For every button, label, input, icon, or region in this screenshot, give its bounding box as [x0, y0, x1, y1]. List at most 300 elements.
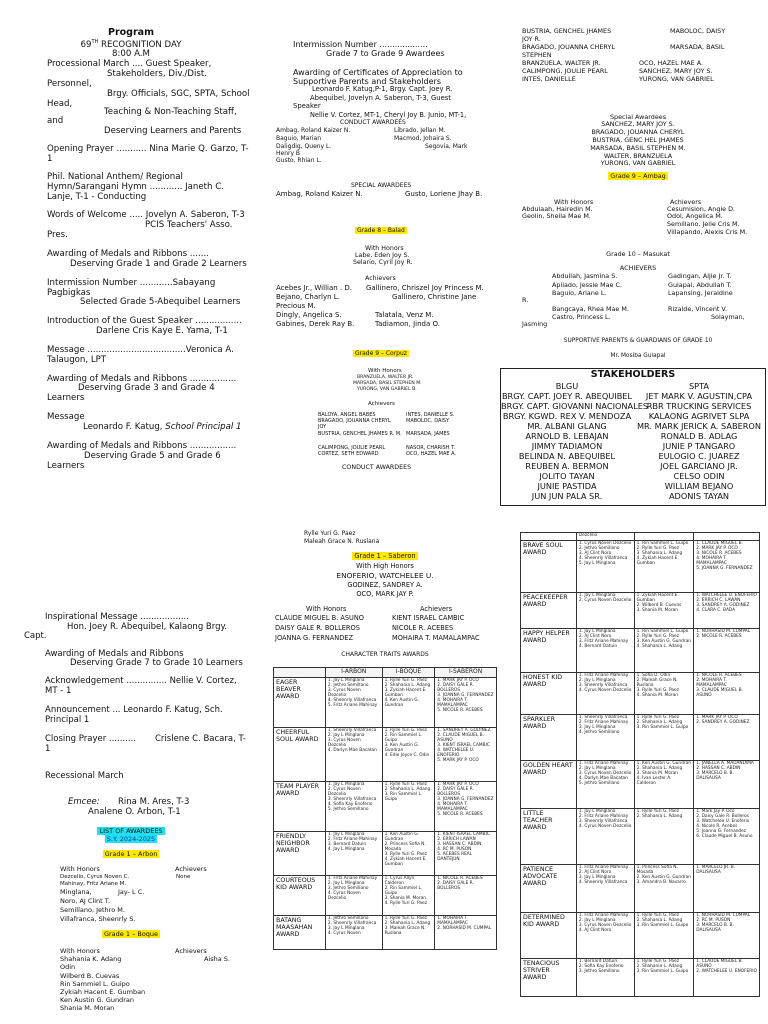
mt-line: Nellie V. Cortez, MT-1, Cheryl Joy B. Junio, MT-1,	[310, 111, 467, 119]
bl-line: Shahania K. Adang	[60, 955, 122, 963]
stakeholder-left: MR. ALBANI GLANG	[527, 421, 607, 431]
program-line: Teaching & Non-Teaching Staff,	[104, 107, 237, 117]
bl-line: Achievers	[175, 865, 207, 873]
table-cell: 1. MOHAIRA T. MAMALAMPAC 2. NORHASID M. CUMPAL	[435, 915, 497, 949]
mt-line: Achievers	[368, 401, 395, 407]
rt-line: Lapansing, Jeraldine	[668, 289, 733, 297]
program-line: Personnel,	[47, 79, 92, 89]
rt-line: Apilado, Jessie Mae C.	[552, 281, 623, 289]
mt-line: Ambag, Roland Kaizer N.	[276, 127, 351, 134]
mt-line: Henry B	[276, 150, 301, 157]
mt-line: Talatala, Venz M.	[375, 311, 434, 319]
stakeholder-right: KALAONG AGRIVET SLPA	[648, 411, 750, 421]
rt-line: MABOLOC, DAISY	[670, 27, 726, 35]
stakeholder-left: JUN JUN PALA SR.	[531, 491, 603, 501]
program-line: Learners	[47, 461, 85, 471]
bl-line: Shania M. Moran	[60, 1004, 115, 1012]
bm-line: MOHAIRA T. MAMALAMPAC	[392, 634, 480, 642]
rt-line: Cesumision, Angie D.	[667, 205, 736, 213]
table-cell: 1. Fritz Ariane Mahinay 2. AJ Clint Noro 3. Jay L Minglana 4. Sheenrly Villafranca	[576, 865, 634, 913]
table-header-row	[274, 668, 497, 678]
table-row	[521, 865, 760, 913]
stakeholder-left: BRGY. CAPT. JOEY R. ABEQUIBEL	[501, 391, 633, 401]
stakeholder-right: SPTA	[688, 381, 710, 391]
bm-line: Rylle Yuri G. Paez	[304, 530, 356, 537]
table-row	[521, 629, 760, 673]
mt-line: INTES, DANIELLE S.	[406, 412, 455, 418]
grade-8-balad-heading: Grade 8 – Balad	[357, 227, 405, 234]
table-cell: 1. Sheenrly Villafranca 2. Jay L Minglana 3. Cyrus Noven Dezcelio 4. Darlyn Mae Bacatan	[325, 727, 382, 781]
mt-line: Speaker	[293, 102, 321, 110]
award-name: TENACIOUS STRIVER AWARD	[521, 959, 577, 997]
mt-line: JOY	[318, 424, 327, 430]
mt-line: Achievers	[365, 275, 396, 282]
list-of-awardees-heading: LIST OF AWARDEES	[99, 827, 163, 835]
rt-line: With Honors	[554, 198, 594, 206]
table-cell	[694, 533, 760, 541]
rt-line: OCO, HAZEL MAE A.	[639, 59, 704, 67]
rt-heading: SUPPORTIVE PARENTS & GUARDIANS OF GRADE 10	[563, 338, 713, 344]
program-line: Leonardo F. Katug, School Principal 1	[83, 422, 242, 432]
award-name: SPARKLER AWARD	[521, 715, 577, 761]
rt-line: Baguio, Ariane L.	[552, 289, 607, 297]
rt-line: Abdullah, Jasmina S.	[552, 272, 618, 280]
program-line: and	[47, 116, 64, 126]
award-name: LITTLE TEACHER AWARD	[521, 809, 577, 865]
table-cell: 1. Jethro Semillano 2. Sheenrly Villafranca 3. Jay L Minglana 4. Cyrus Noven	[325, 915, 382, 949]
program-line: Awarding of Medals and Ribbons .......	[47, 249, 209, 259]
program-time: 8:00 A.M	[112, 49, 150, 59]
bl-line: With Honors	[60, 947, 100, 955]
stakeholder-left: BRGY. KGWD. REX V. MENDOZA	[502, 411, 632, 421]
mt-line: NASOR, CHARISH T.	[406, 445, 456, 451]
mt-line: MABOLOC, DAISY	[406, 418, 450, 424]
character-traits-heading: CHARACTER TRAITS AWARDS	[341, 651, 429, 658]
grade-1-arbon-heading: Grade 1 – Arbon	[104, 850, 158, 858]
program-line: Processional March .... Guest Speaker,	[47, 59, 212, 69]
table-cell: 1. Jay L Minglana 2. Cyrus Noven Dezcelio 3. Sheenrly Villafranca 4. Sofia Kay Enoferio 5. Jethro Semillano	[325, 781, 382, 831]
table-cell: Dezcelio	[576, 533, 634, 541]
rt-line: SANCHEZ, MARY JOY S.	[639, 67, 713, 75]
program-line: Phil. National Anthem/ Regional	[47, 172, 183, 182]
table-cell: 1. NICOLE R. ACEBES 2. MOHAIRA T. MAMALAMPAC 3. CLAUDE MIGUEL B. ASUNO	[694, 673, 760, 715]
program-line: Darlene Cris Kaye E. Yama, T-1	[96, 326, 228, 336]
table-cell: 1. Rylle Yuri G. Paez 2. Rin Sammiel L. Guipo 3. Ken Austin G. Gundran 4. Edie Joyce C. Odin	[382, 727, 435, 781]
mt-line: BALOYA, ANGEL BABES	[318, 412, 376, 418]
table-header: I-SABERON	[435, 668, 497, 678]
stakeholder-left: BRGY. CAPT. GIOVANNI NACIONALES	[501, 401, 649, 411]
bl-line: None	[176, 874, 191, 880]
table-cell: 1. Ken Austin G. Gundran 2. Princess Sofia N. Mosada 3. Rylle Yuri G. Paez 4. Zykiah Hacent E. Gumban	[382, 831, 435, 875]
table-cell: 1. KIENT ISRAEL CAMBIC 2. ERRICH LAWAN 3. HASSAN C. ABDIN 4. RC M. PUSON 5. ACEBES REAL DANTEJUN	[435, 831, 497, 875]
rt-line: INTES, DANIELLE	[522, 75, 576, 83]
emcee-label: Emcee:	[68, 797, 100, 807]
rt-line: YURONG, VAN GABRIEL	[600, 159, 676, 167]
stakeholder-right: RONALD B. ADLAG	[660, 431, 738, 441]
rt-line: BUSTRIA, GENCHEL JHAMES	[522, 27, 612, 35]
stakeholder-left: BLGU	[555, 381, 579, 391]
bl-line: Closing Prayer ..........	[45, 734, 136, 744]
rt-line: Castro, Princess L.	[552, 313, 611, 321]
table-row	[521, 761, 760, 809]
mt-heading: CONDUCT AWARDEES	[340, 119, 406, 126]
stakeholder-right: EULOGIO C. JUAREZ	[658, 451, 740, 461]
mt-line: Ambag, Roland Kaizer N.	[276, 190, 363, 198]
table-row	[274, 875, 497, 915]
table-cell: 1. Ken Austin G. Gundran 2. Shahania L. Adang 3. Shania M. Moran 4. Ivan Lester A. Calderon	[634, 761, 694, 809]
table-cell: 1. MARK JAY P. OCO 2. DAISY GALE R. BOLLEROS 3. JOANNA G. FERNANDEZ 4. MOHAIRA T. MAMALAMPAC 5. NICOLE R. ACEBES	[435, 677, 497, 727]
stakeholder-right: CELSO ODIN	[673, 471, 725, 481]
table-cell: 1. Jay L Minglana 2. Cyrus Noven Dezcelio	[576, 593, 634, 629]
table-row	[274, 677, 497, 727]
table-cell: 1. CLAUDE MIGUEL B. ASUNO 2. WATCHELEE U. ENOFERIO	[694, 959, 760, 997]
bl-line: 1	[45, 744, 51, 754]
rt-line: Bangcaya, Rhea Mae M.	[552, 305, 629, 313]
table-row	[521, 959, 760, 997]
program-line: Awarding of Medals and Ribbons .................	[47, 374, 237, 384]
table-cell: 1. Sofia D. Odin 2. Maleah Grace N. Ruslana 3. Rylle Yuri G. Paez 4. Shania M. Moran	[634, 673, 694, 715]
table-cell: 1. Fritz Ariane Mahinay 2. Jay L Minglana 3. Cyrus Noven Dezcelio 4. AJ Clint Noro	[576, 913, 634, 959]
table-row	[274, 915, 497, 949]
mt-line: Gusto, Loriene Jhay B.	[405, 190, 483, 198]
mt-line: Dingly, Angelica S.	[276, 311, 342, 319]
bm-line: Maleah Grace N. Ruslana	[304, 538, 380, 545]
table-cell: 1. Mark Jay P. Oco 2. Daisy Gale R. Bolleros 3. Watchelee U. Enoferio 4. Nicole R. Acebes 5. Joanna G. Fernandez 6. Claude Miguel B. Asuno	[694, 809, 760, 865]
mt-heading: CONDUCT AWARDEES	[342, 464, 412, 471]
rt-line: Rizalde, Vincent V.	[668, 305, 727, 313]
program-line: Lanje, T-1 - Conducting	[47, 192, 147, 202]
table-row	[521, 809, 760, 865]
bm-line: KIENT ISRAEL CAMBIC	[392, 614, 465, 622]
bl-line: Odin	[60, 963, 76, 971]
program-line: Awarding of Medals and Ribbons .................	[47, 441, 237, 451]
program-line: Selected Grade 5-Abequibel Learners	[80, 297, 241, 307]
rt-line: JOY R.	[522, 35, 541, 43]
recognition-day: 69TH RECOGNITION DAY	[80, 39, 182, 50]
stakeholder-left: BELINDA N. ABEQUIBEL	[518, 451, 616, 461]
program-line: PCIS Teachers' Asso.	[145, 220, 233, 230]
program-line: Deserving Learners and Parents	[104, 126, 242, 136]
program-line: Head,	[47, 99, 73, 109]
table-cell: 1. Fritz Ariane Mahinay 2. Jay L Minglana 3. Cyrus Noven Dezcelio 4. Darlyn Mae Bacatan 5. Jethro Semillano	[576, 761, 634, 809]
award-name: PEACEKEEPER AWARD	[521, 593, 577, 629]
stakeholder-right: JUNIE P TANGARO	[662, 441, 736, 451]
mt-line: Precious M.	[276, 302, 316, 310]
mt-line: CALIMPONG, JOULIE PEARL	[318, 445, 386, 451]
table-cell: 1. Rin Sammiel L. Guipo 2. Rylle Yuri G. Paez 3. Shahania L. Adang 4. Zykiah Hacent E. Gumban	[634, 541, 694, 593]
table-row	[274, 831, 497, 875]
stakeholder-left: ARNOLD B. LEBAJAN	[525, 431, 609, 441]
table-cell: 1. Fritz Ariane Mahinay 2. Jay L Minglana 3. Sheenrly Villafranca 4. Cyrus Noven Dezcelio	[576, 673, 634, 715]
stakeholder-left: JIMMY TADIAMON	[531, 441, 603, 451]
mt-line: Intermission Number ...................	[293, 40, 428, 49]
bl-line: Announcement ... Leonardo F. Katug, Sch.	[45, 705, 223, 715]
award-name: HAPPY HELPER AWARD	[521, 629, 577, 673]
rt-line: Odol, Angelica M.	[667, 212, 723, 220]
rt-line: STEPHEN	[522, 51, 552, 59]
program-line: Deserving Grade 3 and Grade 4	[78, 383, 215, 393]
bl-line: Noro, AJ Clint T.	[60, 897, 111, 905]
stakeholder-left: JOLITO TAYAN	[539, 471, 595, 481]
character-traits-table-2	[520, 532, 760, 997]
bm-line: GODINEZ, SANDREY A.	[347, 581, 423, 589]
bl-line: Aisha S.	[204, 955, 230, 963]
award-name: HONEST KID AWARD	[521, 673, 577, 715]
award-name: DETERMINED KID AWARD	[521, 913, 577, 959]
table-cell: 1. Jay L Minglana 2. AJ Clint Noro 3. Fritz Ariane Mahinay 4. Bernard Datuin	[576, 629, 634, 673]
award-name: BRAVE SOUL AWARD	[521, 541, 577, 593]
program-line: 1	[47, 154, 53, 164]
table-cell: 1. Jay L Minglana 2. Fritz Ariane Mahinay 3. Bernard Datuin 4. Jay L Minglana	[325, 831, 382, 875]
award-name: PATIENCE ADVOCATE AWARD	[521, 865, 577, 913]
table-header	[274, 668, 326, 678]
rt-line: Achievers	[670, 198, 702, 206]
mt-line: YURONG, VAN GABRIEL B.	[357, 387, 417, 392]
character-traits-table-1	[273, 667, 497, 950]
mt-line: Awarding of Certificates of Appreciation to	[293, 68, 463, 77]
rt-heading: ACHIEVERS	[619, 264, 657, 272]
table-cell: 1. Jay L Minglana 2. Fritz Ariane Mahinay 3. Sheenrly Villafranca 4. Cyrus Noven Dezcelio	[576, 809, 634, 865]
bl-line: Dezcelio, Cyrus Noven C.	[60, 874, 130, 880]
rt-line: YURONG, VAN GABRIEL	[639, 75, 714, 83]
mt-line: Segovia, Mark	[425, 143, 468, 150]
bl-line: Villafranca, Sheenrly S.	[60, 915, 136, 923]
stakeholders-box	[500, 368, 766, 506]
table-cell: 1. Rylle Yuri G. Paez 2. Shahania L. Adang	[634, 809, 694, 865]
rt-line: SANCHEZ, MARY JOY S.	[601, 120, 675, 128]
mt-line: Leonardo F. Katug,P-1, Brgy. Capt. Joey R.	[312, 85, 453, 93]
stakeholder-right: RBR TRUCKING SERVICES	[646, 401, 752, 411]
rt-line: Mr. Mosiba Guiapal	[610, 353, 666, 359]
rt-line: BRAGADO, JOUANNA CHERYL	[522, 43, 615, 51]
table-cell	[521, 533, 577, 541]
bl-line: Semillano, Jethro M.	[60, 906, 125, 914]
mt-line: Grade 7 to Grade 9 Awardees	[326, 49, 445, 58]
table-row	[521, 913, 760, 959]
stakeholder-right: MR. MARK JERICK A. SABERON	[636, 421, 762, 431]
table-cell: 1. Jay L Minglana 2. Jethro Semillano 3. Cyrus Noven Dezcelio 4. Sheenrly Villafranca 5. Fritz Ariane Mahinay	[325, 677, 382, 727]
bm-line: NICOLE R. ACEBES	[392, 624, 454, 632]
table-cell: 1. Rylle Yuri G. Paez 2. Shahania L. Adang 3. Zykiah Hacent E. Gumban 4. Ken Austin G. Gundran	[382, 677, 435, 727]
bl-line: Awarding of Medals and Ribbons	[45, 649, 184, 659]
table-row	[521, 533, 760, 541]
bottom-left-panel	[0, 515, 262, 1024]
mt-heading: SPECIAL AWARDEES	[351, 182, 412, 189]
school-year-heading: S.Y. 2024-2025	[106, 835, 156, 843]
table-row	[521, 593, 760, 629]
mt-line: Daligdig, Queny L.	[276, 143, 332, 150]
bl-line: Mahinay, Fritz Ariane M.	[60, 881, 127, 887]
table-cell: 1. Rylle Yuri G. Paez 2. Shahania L. Adang 3. Rin Sammiel L. Guipo	[634, 715, 694, 761]
rt-line: Guiapal, Abdullah T.	[668, 281, 732, 289]
table-cell: 1. MARK JAY P. OCO 2. SANDREY A. GODINEZ	[694, 715, 760, 761]
table-cell: 1. Princess Sofia N. Mosada 2. Ken Austin G. Gundran 3. Amandra B. Navarro	[634, 865, 694, 913]
stakeholder-right: JET MARK V. AGUSTIN,CPA	[645, 391, 753, 401]
bl-line: Rina M. Ares, T-3	[118, 797, 190, 807]
mt-line: BUSTRIA, GENCHEL JHAMES R. M.	[318, 431, 402, 437]
bottom-middle-panel	[270, 515, 500, 1024]
rt-line: BRAGADO, JOUANNA CHERYL	[591, 128, 685, 136]
table-cell: 1. WATCHELEE U. ENOFERIO 2. ERRICH C. LAWAN 3. SANDREY A. GODINEZ 4. CLARA C. BADA	[694, 593, 760, 629]
mt-line: Acebes Jr., Willian . D.	[276, 284, 352, 292]
mt-line: BRANZUELA, WALTER JR.	[357, 375, 414, 380]
mt-line: Librado, Jellan M.	[394, 127, 446, 134]
table-cell: 1. Sheenrly Villafranca 2. Fritz Ariane Mahinay 3. Jay L Minglana 4. Jethro Semillano	[576, 715, 634, 761]
award-name: COURTEOUS KID AWARD	[274, 875, 326, 915]
table-cell: 1. Rylle Yuri G. Paez 2. Shahania L. Adang 3. Rin Sammiel L. Guipo	[382, 781, 435, 831]
rt-line: WALTER, BRANZUELA	[603, 152, 673, 160]
table-cell: 1. Zykiah Hacent E. Gumban 2. Wilberd B. Cuevas 3. Shania M. Moran	[634, 593, 694, 629]
bl-line: Capt.	[24, 631, 47, 641]
bm-line: CLAUDE MIGUEL B. ASUNO	[275, 614, 364, 622]
rt-line: Jasming	[522, 320, 548, 328]
bl-line: Principal 1	[45, 715, 90, 725]
bl-line: Wilberd B. Cuevas	[60, 972, 120, 980]
mt-line: Gabines, Derek Ray B.	[276, 320, 355, 328]
rt-heading: Grade 10 – Masukat	[606, 250, 670, 258]
program-line: Pagbigkas	[47, 288, 91, 298]
table-cell: 1. Rylle Yuri G. Paez 2. Shahania L. Adang 3. Rin Sammiel L. Guipo	[634, 913, 694, 959]
mt-line: With Honors	[365, 245, 404, 252]
program-line: Message	[47, 412, 85, 422]
rt-line: BUSTRIA, GENC HEL JHAMES	[592, 136, 684, 144]
mt-line: Supportive Parents and Stakeholders	[293, 77, 441, 86]
table-cell: 1. Rylle Yuri G. Paez 2. Shahania L. Adang 3. Rin Sammiel L. Guipo	[634, 959, 694, 997]
mt-line: With Honors	[368, 368, 402, 374]
bm-line: DAISY GALE R. BOLLEROS	[275, 624, 360, 632]
stakeholder-right: JOEL GARCIANO JR.	[660, 461, 738, 471]
program-panel	[0, 0, 262, 505]
table-row	[521, 541, 760, 593]
table-cell: 1. MARCELO JR. B. DALISAUSA	[694, 865, 760, 913]
rt-line: BRANZUELA, WALTER JR.	[522, 59, 601, 67]
mt-line: CORTEZ, SETH EDWARD	[318, 451, 379, 457]
bl-line: Achievers	[175, 947, 207, 955]
program-line: Hymn/Sarangani Hymn ............ Janeth C.	[47, 182, 224, 192]
table-cell: 1. Cyrus Allyn Calderon 2. Rin Sammiel L. Guipo 3. Shania M. Moran 4. Rylle Yuri G. Paez	[382, 875, 435, 915]
table-cell: 1. Rin Sammiel L. Guipo 2. Rylle Yuri G. Paez 3. Ken Austin G. Gundran 4. Shahania L. Adang	[634, 629, 694, 673]
program-title: Program	[108, 27, 154, 38]
bm-line: Achievers	[420, 605, 453, 613]
table-cell: 1. NORHASID M. CUMPAL 2. NICOLE R. ACEBES	[694, 629, 760, 673]
rt-line: Villapando, Alexis Cris M.	[667, 228, 748, 236]
grade-1-boque-heading: Grade 1 – Boque	[103, 930, 159, 938]
bm-line: OCO, MARK JAY P.	[356, 590, 414, 598]
bl-line: Rin Sammiel L. Guipo	[60, 980, 130, 988]
mt-line: Bejano, Charlyn L.	[276, 293, 340, 301]
award-name: BATANG MAASAHAN AWARD	[274, 915, 326, 949]
mt-line: Selario, Cyril Joy R.	[353, 259, 413, 266]
table-cell: 1. Bernard Datuin 2. Sofia Kay Enoferio 3. Jethro Semillano	[576, 959, 634, 997]
stakeholder-right: ADONIS TAYAN	[668, 491, 730, 501]
award-name: CHEERFUL SOUL AWARD	[274, 727, 326, 781]
bl-line: Crislene C. Bacara, T-	[155, 734, 246, 744]
mt-line: Baguio, Marian	[276, 135, 322, 142]
mt-line: MARSADA, BASIL STEPHEN M.	[353, 381, 422, 386]
mt-line: Gusto, Rhian L.	[276, 157, 322, 164]
bl-line: Acknowledgement ............... Nellie V. Cortez,	[45, 676, 237, 686]
rt-line: Solayman,	[711, 313, 745, 321]
table-row	[274, 781, 497, 831]
mt-line: Labe, Eden Joy S.	[355, 252, 410, 259]
program-line: Learners	[47, 393, 85, 403]
bm-line: With Honors	[306, 605, 347, 613]
award-name: GOLDEN HEART AWARD	[521, 761, 577, 809]
table-cell: 1. SANDREY A. GODINEZ 2. CLAUDE MIGUEL B. ASUNO 3. KIENT ISRAEL CAMBIC 4. WATCHELEE U. ENOFERIO 5. MARK JAY P. OCO	[435, 727, 497, 781]
table-cell	[634, 533, 694, 541]
table-cell: 1. NORHASID M. CUMPAL 2. RC M. PUSON 3. MARCELO B. B. DALISAUSA	[694, 913, 760, 959]
table-cell: 1. Cyrus Noven Dezcelio 2. Jethro Semillano 3. AJ Clint Noro 4. Sheenrly Villafranca 5. Jay L Minglana	[576, 541, 634, 593]
award-name: FRIENDLY NEIGHBOR AWARD	[274, 831, 326, 875]
rt-line: MARSADA, BASIL STEPHEN M.	[590, 144, 686, 152]
bl-line: Minglana,	[60, 888, 92, 896]
table-row	[521, 673, 760, 715]
grade-1-saberon-heading: Grade 1 – Saberon	[354, 552, 416, 560]
stakeholder-right: WILLIAM BEJANO	[664, 481, 734, 491]
bm-line: JOANNA G. FERNANDEZ	[275, 634, 353, 642]
grade-9-ambag-heading: Grade 9 – Ambag	[610, 172, 666, 180]
table-cell: 1. Rylle Yuri G. Paez 2. Shahania L. Adang 3. Maleah Grace N. Ruslana	[382, 915, 435, 949]
stakeholder-left: REUBEN A. BERMON	[525, 461, 609, 471]
rt-line: MARSADA, BASIL	[670, 43, 725, 51]
program-line: Pres.	[47, 230, 68, 240]
mt-line: BRAGADO, JOUANNA CHERYL	[318, 418, 391, 424]
award-name: TEAM PLAYER AWARD	[274, 781, 326, 831]
table-row	[521, 715, 760, 761]
program-line: Deserving Grade 1 and Grade 2 Learners	[70, 259, 247, 269]
bl-line: Recessional March	[45, 771, 124, 781]
bl-line: Inspirational Message ..................	[45, 612, 189, 622]
stakeholder-left: JUNIE PASTIDA	[537, 481, 597, 491]
bl-line: Jay- L C.	[118, 888, 145, 896]
bm-line: ENOFERIO, WATCHELEE U.	[336, 571, 434, 580]
mt-line: Macmod, Johaira S.	[394, 135, 452, 142]
mt-line: Gallinero, Chriszel Joy Princess M.	[366, 284, 484, 292]
program-line: Brgy. Officials, SGC, SPTA, School	[107, 89, 250, 99]
bl-line: Hon. Joey R. Abequibel, Kalaong Brgy.	[67, 622, 228, 632]
program-line: Deserving Grade 5 and Grade 6	[84, 451, 221, 461]
mt-line: OCO, HAZEL MAE A.	[406, 451, 457, 457]
bl-line: Analene O. Arbon, T-1	[88, 807, 181, 817]
stakeholders-title: STAKEHOLDERS	[590, 369, 676, 380]
program-line: Talaugon, LPT	[47, 355, 107, 365]
bl-line: With Honors	[60, 865, 100, 873]
rt-line: R.	[522, 296, 529, 304]
grade-9-corpuz-heading: Grade 9 – Corpuz	[355, 350, 407, 357]
program-line: Words of Welcome ..... Jovelyn A. Saberon, T-3	[47, 210, 245, 220]
bl-line: Deserving Grade 7 to Grade 10 Learners	[70, 658, 243, 668]
table-header: I-BOQUE	[382, 668, 435, 678]
table-header: I-ARBON	[325, 668, 382, 678]
table-cell: 1. CLAUDE MIGUEL B. 2. MARK JAY P. OCO 3. NICOLE R. ACEBES 4. MOHAIRA T. MAMALAMPAC 5. JOANNA G. FERNANDEZ	[694, 541, 760, 593]
program-line: Introduction of the Guest Speaker .................	[47, 316, 242, 326]
rt-line: Semillano, Jelie Cris M.	[667, 220, 740, 228]
rt-heading: Special Awardees	[609, 113, 667, 121]
bl-line: Ken Austin G. Gundran	[60, 996, 134, 1004]
table-cell: 1. MARK JAY P. OCO 2. DAISY GALE R. BOLLEROS 3. JOANNA G. FERNANDEZ 4. MOHAIRA T. MAMALAMPAC 5. NICOLE R. ACEBES	[435, 781, 497, 831]
award-name: EAGER BEAVER AWARD	[274, 677, 326, 727]
program-line: Stakeholders, Div./Dist.	[107, 69, 207, 79]
program-line: Intermission Number ............Sabayang	[47, 278, 216, 288]
mt-line: Tadiamon, Jinda O.	[375, 320, 440, 328]
rt-line: CALIMPONG, JOULIE PEARL	[522, 67, 608, 75]
program-line: Message ....................................Veronica A.	[47, 345, 234, 355]
mt-line: Gallinero, Christine Jane	[392, 293, 477, 301]
table-cell: 1. NICOLE R. ACEBES 2. DAISY GALE R. BOLLEROS	[435, 875, 497, 915]
table-row	[274, 727, 497, 781]
bm-line: With High Honors	[356, 562, 414, 570]
rt-line: Geolin, Sheila Mae M.	[522, 212, 591, 220]
